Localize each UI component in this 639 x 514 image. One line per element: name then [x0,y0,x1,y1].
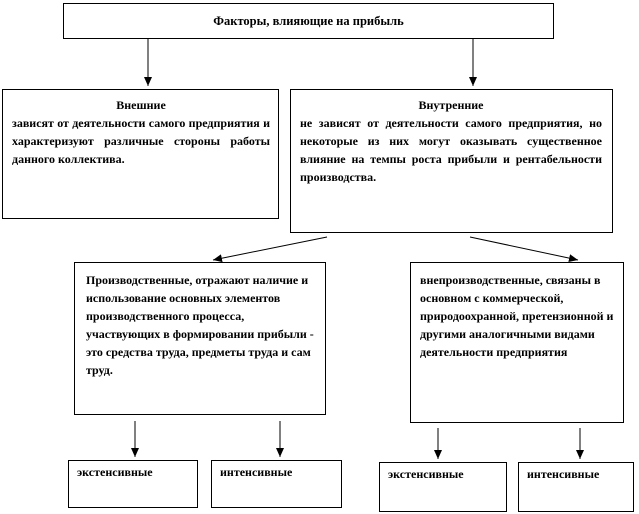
internal-description: не зависят от деятельности самого предприятия, но некоторые из них могут оказывать существенное влияние на темпы роста прибыли и рентабельности производства. [300,116,602,184]
production-intensive-box [211,460,342,508]
diagram-title: Факторы, влияющие на прибыль [213,14,404,28]
external-description: зависят от деятельности самого предприятия и характеризуют различные стороны работы данного коллектива. [12,116,270,166]
leaf-label: интенсивные [527,467,600,481]
nonproduction-extensive-box [379,462,507,512]
nonproduction-intensive-box [518,462,634,512]
arrow-internal-to-nonproduction [470,237,578,260]
nonproduction-factors-box [410,262,624,423]
leaf-label: интенсивные [220,465,293,479]
title-box [63,3,554,39]
leaf-label: экстенсивные [388,467,464,481]
production-description: Производственные, отражают наличие и использование основных элементов производственного процесса, участвующих в формировании прибыли - это средства труда, предметы труда и сам труд. [86,273,314,377]
external-factors-box [2,89,279,219]
arrow-internal-to-production [213,237,327,260]
external-heading: Внешние [116,98,166,112]
internal-factors-box [290,89,613,233]
leaf-label: экстенсивные [77,465,153,479]
nonproduction-description: внепроизводственные, связаны в основном с коммерческой, природоохранной, претензионной и другими аналогичными видами деятельности предприятия [420,273,614,359]
production-factors-box [74,262,326,415]
internal-heading: Внутренние [418,98,484,112]
production-extensive-box [68,460,198,508]
